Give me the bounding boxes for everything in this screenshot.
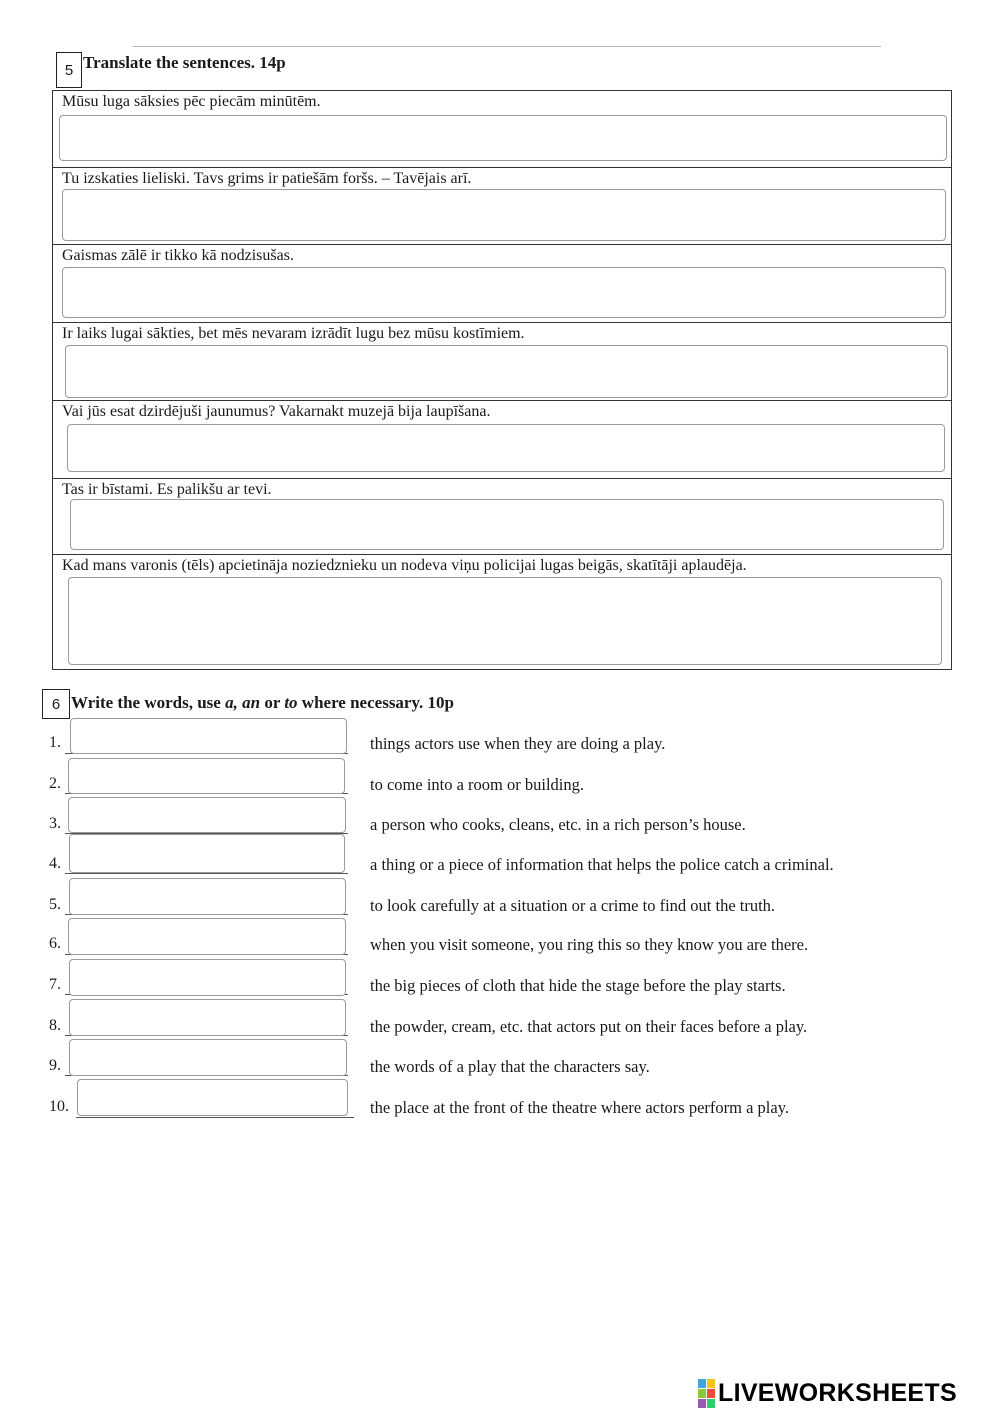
exercise-6-title-part: where necessary. 10p — [297, 693, 454, 712]
translation-answer-box[interactable] — [70, 499, 944, 550]
exercise-5-number: 5 — [56, 52, 82, 88]
item-definition: the powder, cream, etc. that actors put on their faces before a play. — [370, 1017, 808, 1036]
word-answer-box[interactable] — [69, 999, 346, 1036]
word-answer-box[interactable] — [68, 797, 346, 833]
item-definition: a person who cooks, cleans, etc. in a rich person’s house. — [370, 815, 746, 834]
item-definition: when you visit someone, you ring this so they know you are there. — [370, 935, 809, 954]
exercise-5-title: Translate the sentences. 14p — [83, 53, 286, 72]
word-answer-box[interactable] — [70, 718, 347, 754]
item-definition: the words of a play that the characters say. — [370, 1057, 650, 1076]
translation-row — [53, 168, 951, 245]
translation-prompt: Mūsu luga sāksies pēc piecām minūtēm. — [62, 93, 321, 110]
item-number: 7. — [49, 976, 61, 993]
word-answer-box[interactable] — [69, 834, 345, 873]
logo-square — [707, 1399, 715, 1408]
item-definition: the place at the front of the theatre where actors perform a play. — [370, 1098, 790, 1117]
item-definition: the big pieces of cloth that hide the stage before the play starts. — [370, 976, 786, 995]
item-definition: a thing or a piece of information that helps the police catch a criminal. — [370, 855, 834, 874]
item-number: 10. — [49, 1098, 69, 1115]
item-number: 8. — [49, 1017, 61, 1034]
item-number: 2. — [49, 775, 61, 792]
header-rule — [133, 46, 881, 47]
exercise-6-title-part: Write the words, use — [71, 693, 226, 712]
word-answer-box[interactable] — [77, 1079, 348, 1116]
exercise-5-table — [52, 90, 952, 670]
logo-square — [698, 1389, 706, 1398]
word-answer-box[interactable] — [68, 758, 345, 794]
logo-square — [698, 1399, 706, 1408]
item-number: 5. — [49, 896, 61, 913]
item-number: 9. — [49, 1057, 61, 1074]
translation-prompt: Kad mans varonis (tēls) apcietināja noziedznieku un nodeva viņu policijai lugas beigās, skatītāji aplaudēja. — [62, 557, 747, 574]
translation-row — [53, 91, 951, 168]
liveworksheets-logo-icon — [698, 1379, 715, 1408]
exercise-6-title — [71, 693, 454, 713]
translation-prompt: Tu izskaties lieliski. Tavs grims ir patiešām foršs. – Tavējais arī. — [62, 170, 472, 187]
translation-row — [53, 479, 951, 555]
translation-row — [53, 555, 951, 670]
translation-answer-box[interactable] — [65, 345, 948, 398]
translation-answer-box[interactable] — [62, 189, 946, 241]
item-definition: things actors use when they are doing a play. — [370, 734, 666, 753]
exercise-6-number: 6 — [42, 689, 70, 719]
answer-underline — [65, 873, 348, 874]
translation-row — [53, 401, 951, 479]
translation-prompt: Vai jūs esat dzirdējuši jaunumus? Vakarnakt muzejā bija laupīšana. — [62, 403, 491, 420]
word-answer-box[interactable] — [68, 918, 346, 955]
exercise-6-title-part: or — [260, 693, 285, 712]
logo-square — [707, 1389, 715, 1398]
word-answer-box[interactable] — [69, 959, 346, 996]
translation-prompt: Tas ir bīstami. Es palikšu ar tevi. — [62, 481, 272, 498]
logo-square — [698, 1379, 706, 1388]
translation-answer-box[interactable] — [68, 577, 942, 665]
answer-underline — [76, 1117, 354, 1118]
translation-answer-box[interactable] — [67, 424, 945, 472]
liveworksheets-logo — [698, 1379, 957, 1408]
word-answer-box[interactable] — [69, 1039, 347, 1076]
liveworksheets-wordmark: LIVEWORKSHEETS — [718, 1379, 957, 1407]
word-answer-box[interactable] — [69, 878, 346, 915]
translation-answer-box[interactable] — [59, 115, 947, 161]
translation-row — [53, 323, 951, 401]
item-number: 4. — [49, 855, 61, 872]
translation-row — [53, 245, 951, 323]
exercise-6-title-to: to — [284, 693, 298, 712]
item-number: 6. — [49, 935, 61, 952]
item-definition: to come into a room or building. — [370, 775, 585, 794]
item-number: 3. — [49, 815, 61, 832]
translation-prompt: Ir laiks lugai sākties, bet mēs nevaram izrādīt lugu bez mūsu kostīmiem. — [62, 325, 525, 342]
item-definition: to look carefully at a situation or a crime to find out the truth. — [370, 896, 776, 915]
exercise-6-title-articles: a, an — [225, 693, 261, 712]
translation-prompt: Gaismas zālē ir tikko kā nodzisušas. — [62, 247, 294, 264]
logo-square — [707, 1379, 715, 1388]
item-number: 1. — [49, 734, 61, 751]
translation-answer-box[interactable] — [62, 267, 946, 318]
